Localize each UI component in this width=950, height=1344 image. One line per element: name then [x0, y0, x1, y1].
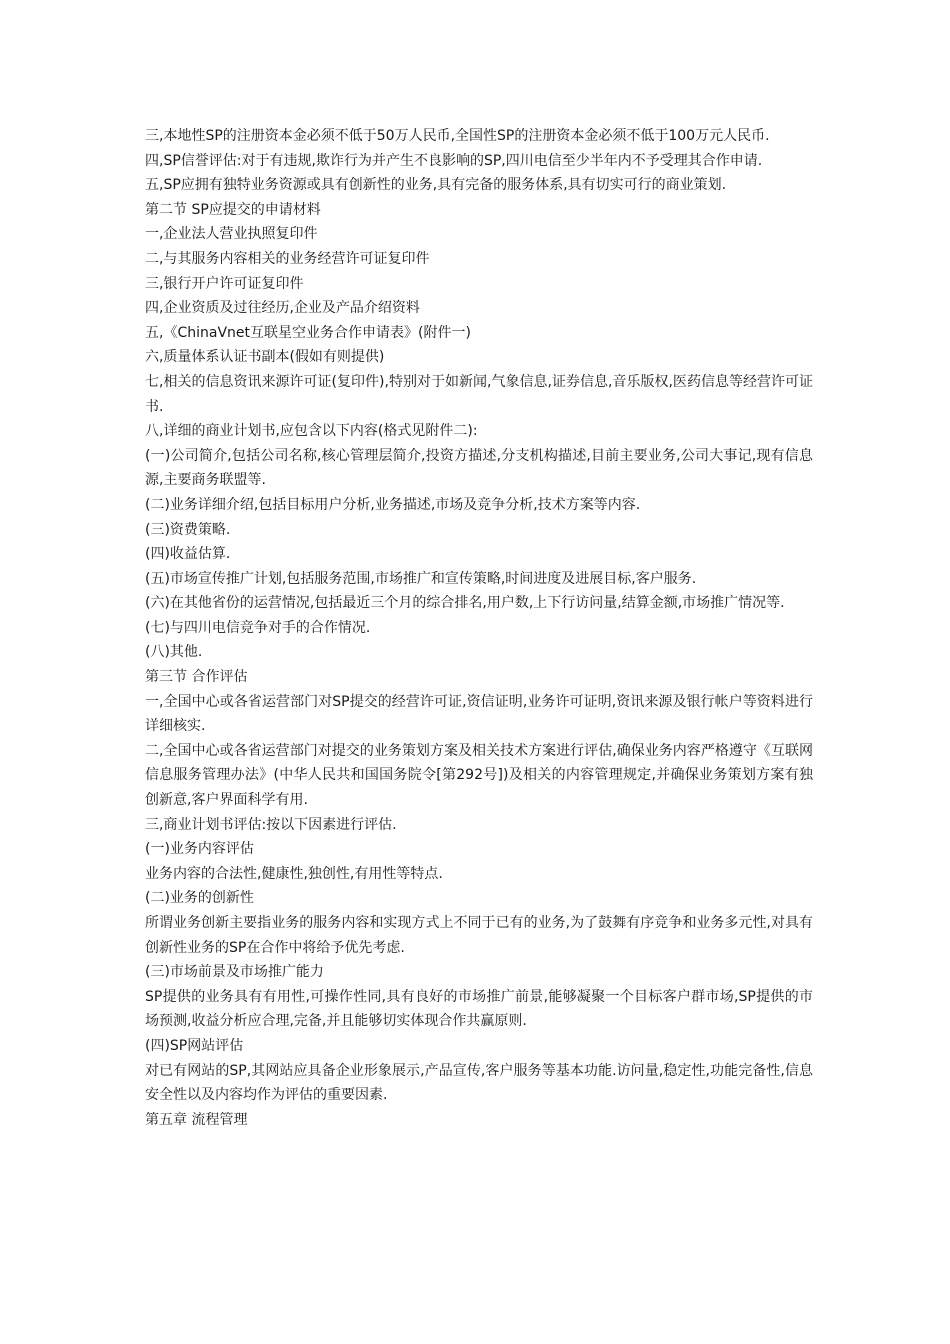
- paragraph: (二)业务详细介绍,包括目标用户分析,业务描述,市场及竞争分析,技术方案等内容.: [145, 496, 641, 513]
- paragraph: (二)业务的创新性: [145, 890, 254, 907]
- paragraph: 所谓业务创新主要指业务的服务内容和实现方式上不同于已有的业务,为了鼓舞有序竞争和业务多元性,对具有创新性业务的SP在合作中将给予优先考虑.: [145, 915, 813, 956]
- paragraph: SP提供的业务具有有用性,可操作性同,具有良好的市场推广前景,能够凝聚一个目标客户群市场,SP提供的市场预测,收益分析应合理,完备,并且能够切实体现合作共赢原则.: [145, 988, 813, 1030]
- paragraph: 五,《ChinaVnet互联星空业务合作申请表》(附件一): [145, 324, 471, 341]
- paragraph: 四,SP信誉评估:对于有违规,欺诈行为并产生不良影响的SP,四川电信至少半年内不予受理其合作申请.: [145, 152, 763, 169]
- paragraph: 三,商业计划书评估:按以下因素进行评估.: [145, 816, 397, 833]
- paragraph: 六,质量体系认证书副本(假如有则提供): [145, 349, 385, 366]
- paragraph: 八,详细的商业计划书,应包含以下内容(格式见附件二):: [145, 423, 478, 440]
- document-body: [145, 124, 813, 1132]
- paragraph: 五,SP应拥有独特业务资源或具有创新性的业务,具有完备的服务体系,具有切实可行的商业策划.: [145, 177, 727, 194]
- section-heading: 第二节 SP应提交的申请材料: [145, 201, 321, 218]
- paragraph: (一)公司简介,包括公司名称,核心管理层简介,投资方描述,分支机构描述,目前主要业务,公司大事记,现有信息源,主要商务联盟等.: [145, 447, 813, 489]
- paragraph: 业务内容的合法性,健康性,独创性,有用性等特点.: [145, 865, 443, 882]
- paragraph: (四)SP网站评估: [145, 1037, 244, 1054]
- paragraph: 一,企业法人营业执照复印件: [145, 226, 318, 243]
- paragraph: 四,企业资质及过往经历,企业及产品介绍资料: [145, 300, 420, 317]
- paragraph: (一)业务内容评估: [145, 841, 254, 858]
- paragraph: 三,银行开户许可证复印件: [145, 275, 304, 292]
- paragraph: (五)市场宣传推广计划,包括服务范围,市场推广和宣传策略,时间进度及进展目标,客户服务.: [145, 570, 697, 587]
- paragraph: (四)收益估算.: [145, 546, 231, 563]
- paragraph: 二,与其服务内容相关的业务经营许可证复印件: [145, 250, 430, 267]
- paragraph: (七)与四川电信竞争对手的合作情况.: [145, 619, 371, 636]
- paragraph: 七,相关的信息资讯来源许可证(复印件),特别对于如新闻,气象信息,证券信息,音乐版权,医药信息等经营许可证书.: [145, 373, 813, 415]
- paragraph: 对已有网站的SP,其网站应具备企业形象展示,产品宣传,客户服务等基本功能.访问量,稳定性,功能完备性,信息安全性以及内容均作为评估的重要因素.: [145, 1062, 813, 1104]
- paragraph: (三)市场前景及市场推广能力: [145, 964, 324, 981]
- paragraph: (六)在其他省份的运营情况,包括最近三个月的综合排名,用户数,上下行访问量,结算金额,市场推广情况等.: [145, 595, 785, 612]
- paragraph: 一,全国中心或各省运营部门对SP提交的经营许可证,资信证明,业务许可证明,资讯来源及银行帐户等资料进行详细核实.: [145, 693, 813, 735]
- chapter-heading: 第五章 流程管理: [145, 1111, 248, 1128]
- paragraph: 三,本地性SP的注册资本金必须不低于50万人民币,全国性SP的注册资本金必须不低于100万元人民币.: [145, 128, 770, 144]
- paragraph: (八)其他.: [145, 644, 203, 661]
- paragraph: (三)资费策略.: [145, 521, 231, 538]
- section-heading: 第三节 合作评估: [145, 669, 248, 686]
- paragraph: 二,全国中心或各省运营部门对提交的业务策划方案及相关技术方案进行评估,确保业务内容严格遵守《互联网信息服务管理办法》(中华人民共和国国务院令[第292号])及相关的内容管理规定,并确保业务策划方案有独创新意,客户界面科学有用.: [145, 742, 813, 809]
